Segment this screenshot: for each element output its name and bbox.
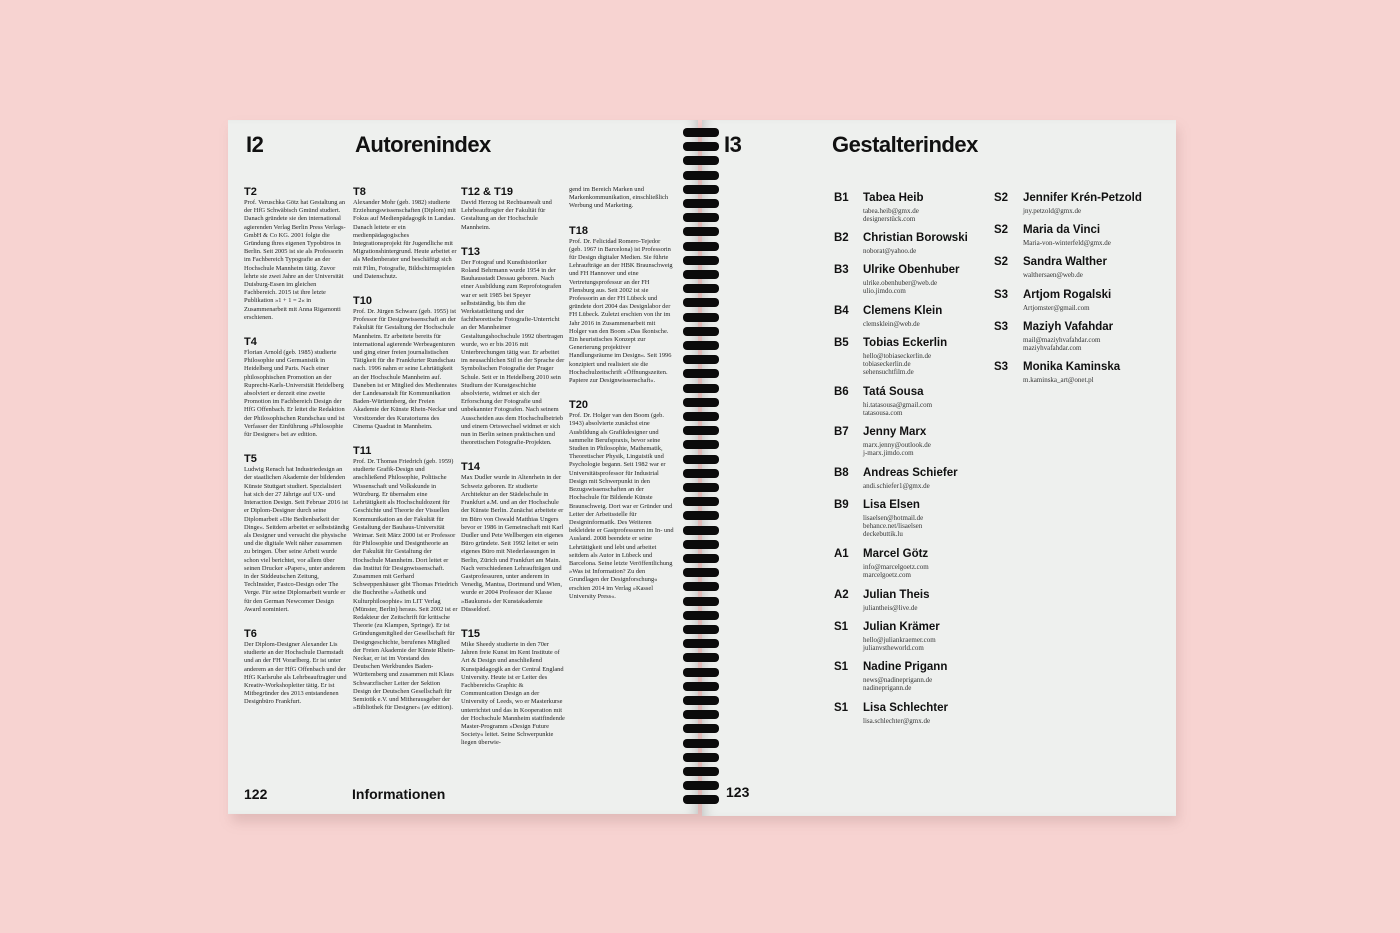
author-bio: Prof. Dr. Thomas Friedrich (geb. 1959) studierte Grafik-Design und anschließend Philosophie, Politische Wissenschaft und Volkskunde in Würzburg. Er übernahm eine Lehrtätigkeit als Hochschuldozent für Geschichte und Theorie der Visuellen Kommunikation an der Fakultät für Gestaltung der Bauhaus-Universität Weimar. Seit März 2000 ist er Professor für Philosophie und Designtheorie an der Fakultät für Gestaltung der Hochschule Mannheim. Dort leitet er das Institut für Designwissenschaft. Zusammen mit Gerhard Schweppenhäuser gibt Thomas Friedrich die Buchreihe »Ästhetik und Kulturphilosophie« im LIT Verlag (Münster, Berlin) heraus. Seit 2002 ist er Redakteur der Zeitschrift für kritische Theorie (zu Klampen, Springe). Er ist Gründungsmitglied der Gesellschaft für Designgeschichte, berufenes Mitglied der Freien Akademie der Künste Rhein-Neckar, er ist im Vorstand des Deutschen Werkbundes Baden-Württemberg und zusammen mit Klaus Schwarzfischer Leiter der Sektion Design der Deutschen Gesellschaft für Semiotik e.V. und Mitherausgeber der »Bibliothek für Designer« (av edition). — [353, 458, 458, 712]
author-code: T18 — [569, 224, 588, 237]
binding-ring — [683, 270, 719, 279]
designer-name: Ulrike Obenhuber — [863, 264, 960, 276]
author-bio: Prof. Dr. Holger van den Boom (geb. 1943) absolvierte zunächst eine Ausbildung als Grafikdesigner und sammelte Berufspraxis, bevor seine Studien in Philosophie, Mathematik, Theoretischer Physik, Linguistik und Psychologie begann. Seit 1982 war er Universitätsprofessor für Industrial Design mit Schwerpunkt in den Bezugswissenschaften an der Hochschule für Bildende Künste Braunschweig. Dort war er Gründer und Leiter der Arbeitsstelle für Designinformatik. Des Weiteren bekleidete er Gastprofessuren im In- und Ausland. 2008 beendete er seine Lehrtätigkeit und lebt und arbeitet seitdem als Autor in Lübeck und Barcelona. Seine letzte Veröffentlichung »Was ist Information? Zu den Grundlagen der Designforschung« erschien 2014 im Verlag »Kassel University Press«. — [569, 412, 674, 600]
designer-contact — [1023, 304, 1090, 312]
author-entry — [244, 628, 349, 707]
designer-name: Marcel Götz — [863, 548, 929, 560]
contact-line: tobiaseckerlin.de — [863, 360, 911, 368]
binding-ring — [683, 327, 719, 336]
contact-line: info@marcelgoetz.com — [863, 563, 929, 571]
binding-ring — [683, 696, 719, 705]
footer-label: Informationen — [352, 786, 446, 802]
contact-line: walthersaen@web.de — [1023, 271, 1083, 279]
author-entry — [353, 295, 458, 431]
designer-contact — [863, 604, 917, 612]
author-code: T5 — [244, 453, 257, 466]
designer-name: Jennifer Krén-Petzold — [1023, 192, 1142, 204]
designer-entry — [834, 232, 994, 264]
author-bio: Prof. Dr. Jürgen Schwarz (geb. 1955) ist Professor für Designwissenschaft an der Fakultät für Gestaltung der Hochschule Mannheim. Er arbeitete bereits für international agierende Werbeagenturen und ging einer freien journalistischen Tätigkeit für die Frankfurter Rundschau nach. 1996 nahm er seine Lehrtätigkeit an der Hochschule Mannheim auf. Daneben ist er Mitglied des Medienrates der Landesanstalt für Kommunikation Baden-Württemberg, der Freien Akademie der Künste Rhein-Neckar und Vorsitzender des Kuratoriums des Cinema Quadrat in Mannheim. — [353, 308, 458, 430]
designer-contact — [1023, 336, 1100, 352]
author-code: T10 — [353, 295, 372, 308]
binding-ring — [683, 313, 719, 322]
contact-line: nadineprigann.de — [863, 684, 912, 692]
author-column — [244, 186, 349, 721]
contact-line: news@nadineprigann.de — [863, 676, 933, 684]
designer-contact — [863, 207, 919, 223]
author-bio: Mike Sheedy studierte in den 70er Jahren freie Kunst im Kent Institute of Art & Design und anschließend Kunstpädagogik an der Central England University. Heute ist er Leiter des Fachbereichs Graphic & Communication Design an der University of Leeds, wo er Masterkurse unterrichtet und das in Kooperation mit der Hochschule Mannheim stattfindende Master-Programm »Design Future Society« leitet. Seine Schwerpunkte liegen überwie- — [461, 640, 565, 747]
designer-name: Nadine Prigann — [863, 661, 948, 673]
contact-line: behance.net/lisaelsen — [863, 522, 923, 530]
binding-ring — [683, 384, 719, 393]
author-code: T11 — [353, 445, 372, 458]
designer-code: S2 — [994, 224, 1009, 236]
author-bio: Ludwig Rensch hat Industriedesign an der staatlichen Akademie der bildenden Künste Stuttgart studiert. Spezialisiert hat sich der 27 Jährige auf UX- und Interaction Design. Seit Februar 2016 ist er Diplom-Designer durch seine Diplomarbeit »Die Bedienbarkeit der Dinge«. Seitdem arbeitet er selbstständig als Designer und versucht die physische und die digitale Welt näher zusammen zu bringen. Über seine Arbeit wurde schon viel berichtet, vor allem über seinen Drucker »Paper«, unter anderem in der Süddeutschen Zeitung, TechInsider, Fastco-Design oder The Verge. Für seine Diplomarbeit wurde er für den German Newcomer Design Award nominiert. — [244, 466, 349, 613]
designer-entry — [834, 589, 994, 621]
designer-contact — [863, 514, 923, 538]
designer-code: S2 — [994, 192, 1009, 204]
contact-line: Artjomster@gmail.com — [1023, 304, 1090, 312]
designer-contact — [1023, 239, 1111, 247]
author-code: T12 & T19 — [461, 186, 513, 198]
designer-code: B7 — [834, 426, 849, 438]
contact-line: tabea.heib@gmx.de — [863, 207, 919, 215]
designer-contact — [863, 247, 916, 255]
binding-ring — [683, 767, 719, 776]
author-code: T15 — [461, 627, 480, 640]
page-title: Autorenindex — [355, 132, 491, 157]
designer-code: B3 — [834, 264, 849, 276]
contact-line: ulrike.obenhuber@web.de — [863, 279, 938, 287]
designer-contact — [863, 441, 931, 457]
binding-ring — [683, 440, 719, 449]
designer-contact — [1023, 271, 1083, 279]
author-entry — [461, 186, 566, 232]
contact-line: j-marx.jimdo.com — [863, 449, 914, 457]
author-code: T2 — [244, 186, 257, 198]
author-code: T13 — [461, 245, 480, 258]
author-code: T6 — [244, 627, 257, 640]
binding-ring — [683, 540, 719, 549]
binding-ring — [683, 142, 719, 151]
binding-ring — [683, 597, 719, 606]
binding-ring — [683, 412, 719, 421]
binding-ring — [683, 582, 719, 591]
right-page — [702, 120, 1176, 816]
author-bio: David Herzog ist Rechtsanwalt und Lehrbeauftragter der Fakultät für Gestaltung an der Hochschule Mannheim. — [461, 199, 552, 231]
contact-line: juliantheis@live.de — [863, 604, 918, 612]
designer-code: A2 — [834, 589, 849, 601]
binding-ring — [683, 227, 719, 236]
designer-name: Monika Kaminska — [1023, 361, 1121, 373]
author-entry — [569, 186, 674, 211]
designer-contact — [863, 676, 932, 692]
binding-ring — [683, 156, 719, 165]
contact-line: lisa.schlechter@gmx.de — [863, 717, 931, 725]
contact-line: clemsklein@web.de — [863, 320, 920, 328]
designer-name: Clemens Klein — [863, 305, 943, 317]
author-bio: Prof. Dr. Felicidad Romero-Tejedor (geb. 1967 in Barcelona) ist Professorin für Design digitaler Medien. Sie führte Lehraufträge an der HBK Braunschweig und FH Hannover und eine Vertretungsprofessur an der FH Flensburg aus. Seit 2002 ist sie Professorin an der FH Lübeck und gründete dort 2004 das Designlabor der FH Lübeck. Zuletzt erschien von ihr im Jahr 2016 in Zusammenarbeit mit Holger van den Boom »Das Ikonische. Ein heuristisches Konzept zur Generierung projektiver Handlungsräume im Design«. Seit 1996 konzipiert und realisiert sie die Hochschulzeitschrift »Öffnungszeiten. Papiere zur Designwissenschaft«. — [569, 237, 673, 385]
binding-ring — [683, 682, 719, 691]
left-page — [228, 120, 698, 814]
designer-entry — [994, 361, 1154, 393]
binding-ring — [683, 753, 719, 762]
binding-ring — [683, 781, 719, 790]
binding-ring — [683, 611, 719, 620]
author-entry — [461, 461, 566, 613]
contact-line: julianvstheworld.com — [863, 644, 924, 652]
designer-contact — [863, 482, 930, 490]
contact-line: Maria-von-winterfeld@gmx.de — [1023, 239, 1111, 247]
binding-ring — [683, 795, 719, 804]
contact-line: ulio.jimdo.com — [863, 287, 906, 295]
author-code: T8 — [353, 186, 366, 198]
author-column — [353, 186, 458, 726]
contact-line: deckebuttik.lu — [863, 530, 903, 538]
designer-code: S3 — [994, 321, 1009, 333]
author-bio: Prof. Veruschka Götz hat Gestaltung an der HfG Schwäbisch Gmünd studiert. Danach gründete sie den international agierenden Verlag Berlin Press Verlags-GmbH & Co KG. 2001 folgte die Gründung ihres eigenen Typobüros in Berlin. Seit 2005 ist sie als Professorin im Fachbereich Typografie an der Hochschule Mannheim tätig. Zuvor lehrte sie zwei Jahre an der Universität Duisburg-Essen im gleichen Fachbereich. 2015 ist ihre letzte Publikation »1 + 1 = 2« in Zusammenarbeit mit Anna Rigamonti erschienen. — [244, 199, 346, 321]
designer-entry — [834, 467, 994, 499]
designer-code: B5 — [834, 337, 849, 349]
designer-entry — [834, 499, 994, 538]
author-entry — [353, 186, 458, 281]
binding-ring — [683, 739, 719, 748]
author-code: T20 — [569, 399, 588, 412]
binding-ring — [683, 724, 719, 733]
designer-name: Tabea Heib — [863, 192, 924, 204]
designer-name: Maria da Vinci — [1023, 224, 1101, 236]
designer-entry — [994, 256, 1154, 288]
author-bio: Florian Arnold (geb. 1985) studierte Philosophie und Germanistik in Heidelberg und Paris. Nach einer philosophischen Promotion an der Ruprecht-Karls-Universität Heidelberg absolviert er derzeit eine zweite Promotion im Fachbereich Design der HfG Offenbach. Er leitet die Redaktion der Philosophischen Rundschau und ist Verfasser der Einführung »Philosophie für Designer« bei av edition. — [244, 349, 345, 439]
author-entry — [244, 336, 349, 439]
binding-ring — [683, 341, 719, 350]
designer-code: B8 — [834, 467, 849, 479]
section-number: I3 — [724, 132, 742, 157]
designer-code: S1 — [834, 702, 849, 714]
author-bio: Der Fotograf und Kunsthistoriker Roland Behrmann wurde 1954 in der Bauhausstadt Dessau geboren. Nach einer Ausbildung zum Reprofotografen war er seit 1985 bei Speyer selbstständig, bis ihm die Werkstattleitung und der fachtheoretische Fotografie-Unterricht an der Mannheimer Gestaltungshochschule 1992 übertragen wurde, wo er bis 2016 mit Unterbrechungen tätig war. Er arbeitet im neusachlichen Stil in der Sprache der Symbolischen Fotografie der Prager Schule. Seit er in Heidelberg 2010 sein Studium der Kunstgeschichte absolvierte, widmet er sich der Erforschung der Fotografie und unbekannter Fotografen. Nach seinem Ausscheiden aus dem Hochschulbetrieb und einem Ortswechsel widmet er sich nun in Berlin seinen praktischen und theoretischen Fotografie-Projekten. — [461, 258, 565, 447]
designer-entry — [994, 192, 1154, 224]
designer-code: S1 — [834, 621, 849, 633]
contact-line: andi.schiefer1@gmx.de — [863, 482, 930, 490]
binding-ring — [683, 526, 719, 535]
author-entry — [244, 186, 349, 322]
designer-entry — [834, 305, 994, 337]
section-number: I2 — [246, 132, 264, 157]
designer-code: B6 — [834, 386, 849, 398]
author-entry — [461, 628, 566, 748]
designer-name: Sandra Walther — [1023, 256, 1107, 268]
designer-entry — [834, 702, 994, 734]
page-number: 122 — [244, 786, 268, 802]
designer-name: Lisa Elsen — [863, 499, 920, 511]
designer-entry — [834, 192, 994, 224]
designer-name: Artjom Rogalski — [1023, 289, 1112, 301]
designer-name: Jenny Marx — [863, 426, 927, 438]
designer-code: A1 — [834, 548, 849, 560]
designer-contact — [863, 279, 937, 295]
author-entry — [353, 445, 458, 712]
contact-line: mail@maziyhvafahdar.com — [1023, 336, 1101, 344]
designer-code: B4 — [834, 305, 849, 317]
binding-ring — [683, 511, 719, 520]
binding-ring — [683, 653, 719, 662]
designer-entry — [994, 321, 1154, 353]
author-bio: Der Diplom-Designer Alexander Lis studierte an der Hochschule Darmstadt und an der FH Vorarlberg. Er ist unter anderem an der HfG Offenbach und der HfG Karlsruhe als Lehrbeauftragter und Kreativ-Workshopleiter tätig. Er ist Mitbegründer des 2013 entstandenen Designbüro Frankfurt. — [244, 640, 347, 706]
binding-ring — [683, 497, 719, 506]
designer-name: Andreas Schiefer — [863, 467, 958, 479]
binding-ring — [683, 568, 719, 577]
binding-ring — [683, 213, 719, 222]
designer-entry — [994, 289, 1154, 321]
binding-ring — [683, 469, 719, 478]
designer-contact — [863, 401, 932, 417]
binding-ring — [683, 128, 719, 137]
binding-ring — [683, 185, 719, 194]
designer-contact — [863, 352, 931, 376]
binding-ring — [683, 369, 719, 378]
binding-ring — [683, 298, 719, 307]
binding-ring — [683, 639, 719, 648]
contact-line: lisaelsen@hotmail.de — [863, 514, 924, 522]
contact-line: sehensuchtfilm.de — [863, 368, 914, 376]
contact-line: designerstück.com — [863, 215, 916, 223]
designer-entry — [834, 661, 994, 693]
contact-line: noborat@yahoo.de — [863, 247, 917, 255]
designer-entry — [834, 621, 994, 653]
binding-ring — [683, 171, 719, 180]
binding-ring — [683, 426, 719, 435]
contact-line: hello@tobiaseckerlin.de — [863, 352, 932, 360]
designer-entry — [834, 426, 994, 458]
binding-ring — [683, 483, 719, 492]
designer-name: Christian Borowski — [863, 232, 968, 244]
binding-ring — [683, 199, 719, 208]
designer-contact — [863, 717, 930, 725]
designer-code: S1 — [834, 661, 849, 673]
designer-code: S3 — [994, 361, 1009, 373]
designer-entry — [994, 224, 1154, 256]
contact-line: tatasousa.com — [863, 409, 903, 417]
contact-line: jny.petzold@gmx.de — [1023, 207, 1082, 215]
designer-name: Tobias Eckerlin — [863, 337, 948, 349]
binding-ring — [683, 398, 719, 407]
author-column — [569, 186, 674, 615]
contact-line: maziyhvafahdar.com — [1023, 344, 1082, 352]
designer-name: Julian Theis — [863, 589, 930, 601]
binding-ring — [683, 554, 719, 563]
author-bio: Alexander Mohr (geb. 1982) studierte Erziehungswissenschaften (Diplom) mit Fokus auf Medienpädagogik in Landau. Danach leitete er ein medienpädagogisches Integrationsprojekt für Jugendliche mit Migrationshintergrund. Heute arbeitet er als Medienberater und beschäftigt sich mit Film, Fotografie, Bildschirmspielen und Datenschutz. — [353, 199, 457, 280]
designer-code: B1 — [834, 192, 849, 204]
author-bio: Max Dudler wurde in Altenrhein in der Schweiz geboren. Er studierte Architektur an der Städelschule in Frankfurt a.M. und an der Hochschule der Künste Berlin. Zunächst arbeitete er im Büro von Oswald Matthias Ungers bevor er 1986 in Gemeinschaft mit Karl Dudler und Pete Wellbergen ein eigenes Büro gründete. Seit 1992 leitet er sein eigenes Büro mit Niederlassungen in Berlin, Zürich und Frankfurt am Main. Nach verschiedenen Lehraufträgen und Gastprofessuren, unter anderem in Venedig, Mantua, Dortmund und Wien, wurde er 2004 Professor der Klasse »Baukunst« der Kunstakademie Düsseldorf. — [461, 474, 564, 613]
designer-contact — [863, 320, 920, 328]
designer-contact — [863, 563, 929, 579]
designer-entry — [834, 337, 994, 376]
contact-line: marcelgoetz.com — [863, 571, 912, 579]
designer-contact — [863, 636, 936, 652]
author-code: T14 — [461, 461, 480, 474]
designer-code: S2 — [994, 256, 1009, 268]
author-entry — [569, 399, 674, 601]
binding-ring — [683, 710, 719, 719]
designer-name: Julian Krämer — [863, 621, 940, 633]
page-title: Gestalterindex — [832, 132, 978, 157]
contact-line: marx.jenny@outlook.de — [863, 441, 931, 449]
designer-entry — [834, 264, 994, 296]
binding-ring — [683, 668, 719, 677]
binding-ring — [683, 625, 719, 634]
designer-name: Lisa Schlechter — [863, 702, 949, 714]
author-entry — [461, 246, 566, 448]
binding-ring — [683, 355, 719, 364]
designer-entry — [834, 386, 994, 418]
designer-code: B2 — [834, 232, 849, 244]
designer-code: S3 — [994, 289, 1009, 301]
spiral-binding — [683, 128, 719, 818]
binding-ring — [683, 242, 719, 251]
designer-name: Tatá Sousa — [863, 386, 924, 398]
author-bio: gend im Bereich Marken und Markenkommunikation, einschließlich Werbung und Marketing. — [569, 186, 669, 210]
author-column — [461, 186, 566, 762]
binding-ring — [683, 455, 719, 464]
designer-contact — [1023, 376, 1094, 384]
designer-code: B9 — [834, 499, 849, 511]
page-number: 123 — [726, 784, 750, 800]
contact-line: hello@juliankraemer.com — [863, 636, 936, 644]
contact-line: m.kaminska_art@onet.pl — [1023, 376, 1094, 384]
designer-name: Maziyh Vafahdar — [1023, 321, 1114, 333]
author-entry — [244, 453, 349, 614]
designer-contact — [1023, 207, 1081, 215]
binding-ring — [683, 256, 719, 265]
contact-line: hi.tatasousa@gmail.com — [863, 401, 933, 409]
designer-entry — [834, 548, 994, 580]
author-entry — [569, 225, 674, 386]
author-code: T4 — [244, 336, 257, 349]
binding-ring — [683, 284, 719, 293]
